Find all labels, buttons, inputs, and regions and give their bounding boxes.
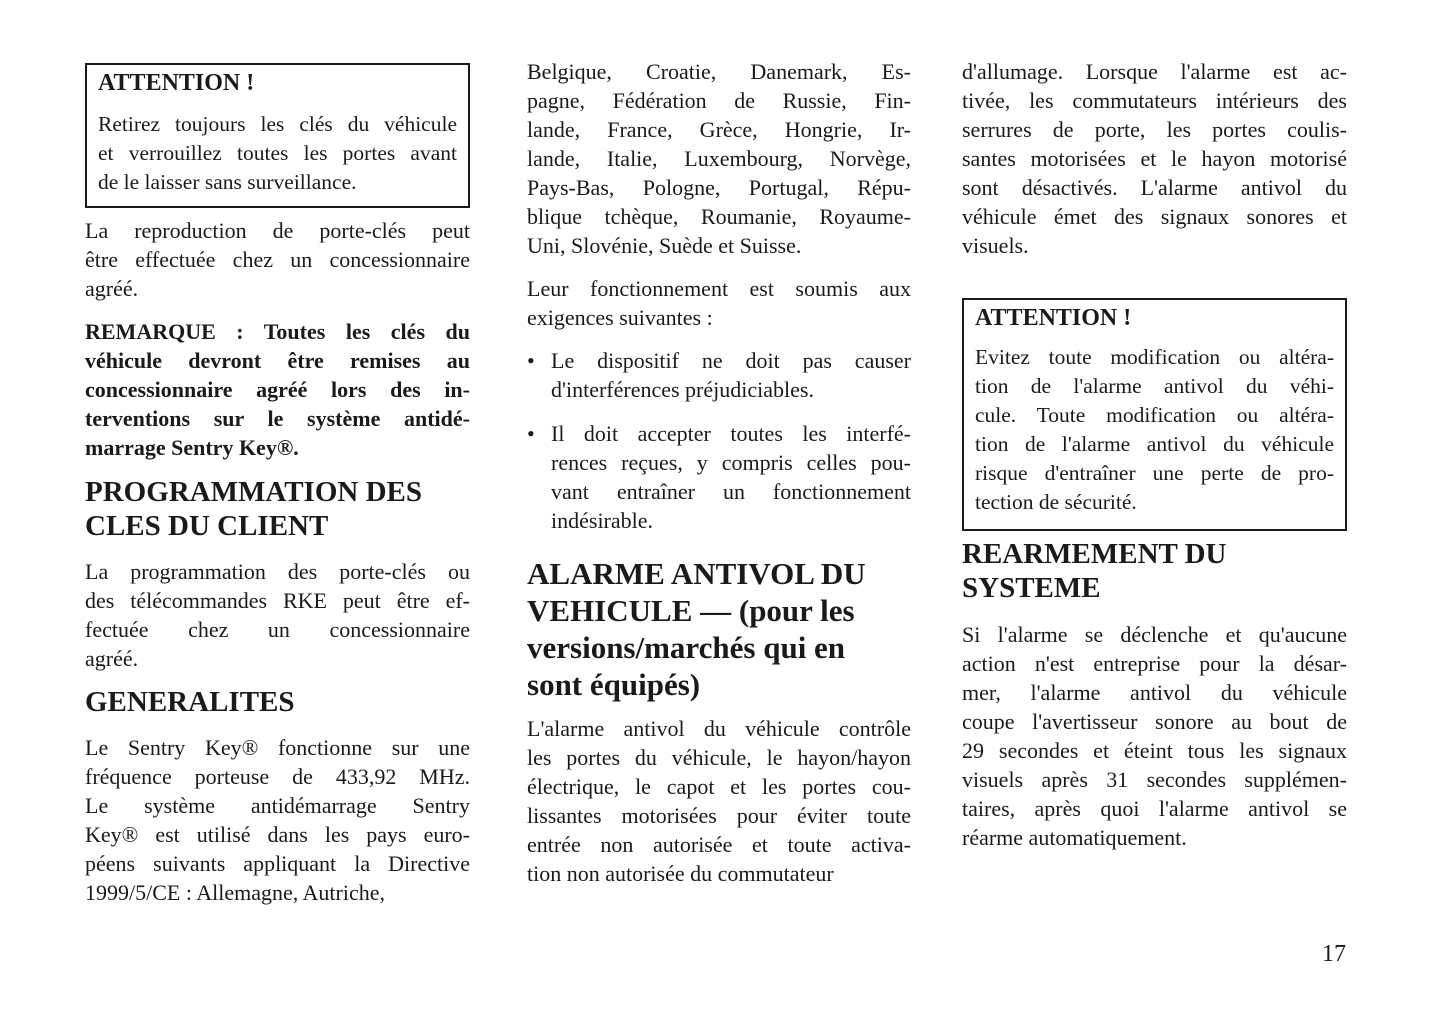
bullet-item [527, 419, 911, 535]
text-line: La programmation des porte-clés ou [85, 559, 470, 584]
text-line: tion non autorisée du commutateur [527, 861, 834, 886]
text-line: Le système antidémarrage Sentry [85, 793, 470, 818]
text-line: marrage Sentry Key®. [85, 435, 299, 460]
paragraph-allumage [962, 57, 1347, 260]
attention-box [962, 298, 1347, 531]
text-line: santes motorisées et le hayon motorisé [962, 146, 1347, 171]
heading-line: VEHICULE — (pour les [527, 593, 855, 628]
text-line: Le dispositif ne doit pas causer [551, 348, 911, 373]
text-line: tivée, les commutateurs intérieurs des [962, 88, 1347, 113]
attention-text [975, 343, 1334, 517]
heading-line: sont équipés) [527, 667, 701, 702]
text-line: être effectuée chez un concessionnaire [85, 247, 470, 272]
text-line: blique tchèque, Roumanie, Royaume- [527, 204, 911, 229]
text-line: d'interférences préjudiciables. [551, 377, 814, 402]
text-line: tion de l'alarme antivol du véhicule [975, 432, 1334, 456]
text-line: électrique, le capot et les portes cou- [527, 774, 911, 799]
text-line: concessionnaire agréé lors des in- [85, 377, 470, 402]
heading-line: CLES DU CLIENT [85, 510, 329, 542]
text-line: et verrouillez toutes les portes avant [98, 141, 457, 165]
text-line: vant entraîner un fonctionnement [551, 479, 911, 504]
heading-rearmement [962, 537, 1227, 605]
text-line: Pays-Bas, Pologne, Portugal, Répu- [527, 175, 911, 200]
text-line: sont désactivés. L'alarme antivol du [962, 175, 1347, 200]
text-line: tion de l'alarme antivol du véhi- [975, 374, 1334, 398]
heading-alarme [527, 555, 911, 703]
bullet-icon: • [527, 421, 535, 446]
text-line: Leur fonctionnement est soumis aux [527, 276, 911, 301]
text-line: taires, après quoi l'alarme antivol se [962, 796, 1347, 821]
attention-title: ATTENTION ! [975, 305, 1132, 331]
text-line: 1999/5/CE : Allemagne, Autriche, [85, 880, 386, 905]
heading-line: PROGRAMMATION DES [85, 476, 422, 508]
heading-line: SYSTEME [962, 572, 1101, 604]
bullet-text [551, 419, 911, 535]
attention-text [98, 110, 457, 197]
bullet-item [527, 346, 911, 404]
text-line: véhicule devront être remises au [85, 348, 470, 373]
text-line: fectuée chez un concessionnaire [85, 617, 470, 642]
bullet-icon: • [527, 348, 535, 373]
text-line: Uni, Slovénie, Suède et Suisse. [527, 233, 802, 258]
heading-line: versions/marchés qui en [527, 630, 846, 665]
heading-line: REARMEMENT DU [962, 538, 1227, 570]
text-line: des télécommandes RKE peut être ef- [85, 588, 470, 613]
heading-line: ALARME ANTIVOL DU [527, 556, 866, 591]
text-line: mer, l'alarme antivol du véhicule [962, 680, 1347, 705]
text-line: action n'est entreprise pour la désar- [962, 651, 1347, 676]
text-line: risque d'entraîner une perte de pro- [975, 461, 1334, 485]
bullet-text [551, 346, 911, 404]
text-line: Key® est utilisé dans les pays euro- [85, 822, 470, 847]
heading-programmation [85, 475, 422, 543]
text-line: agréé. [85, 276, 139, 301]
text-line: La reproduction de porte-clés peut [85, 218, 470, 243]
paragraph-reproduction [85, 216, 470, 303]
text-line: agréé. [85, 646, 139, 671]
text-line: tection de sécurité. [975, 490, 1137, 514]
text-line: pagne, Fédération de Russie, Fin- [527, 88, 911, 113]
text-line: Si l'alarme se déclenche et qu'aucune [962, 622, 1347, 647]
text-line: 29 secondes et éteint tous les signaux [962, 738, 1347, 763]
text-line: péens suivants appliquant la Directive [85, 851, 470, 876]
note-remarque [85, 317, 470, 462]
text-line: coupe l'avertisseur sonore au bout de [962, 709, 1347, 734]
text-line: lissantes motorisées pour éviter toute [527, 803, 911, 828]
text-line: visuels. [962, 233, 1029, 258]
text-line: lande, France, Grèce, Hongrie, Ir- [527, 117, 911, 142]
text-line: Il doit accepter toutes les interfé- [551, 421, 911, 446]
paragraph-generalites [85, 733, 470, 907]
text-line: de le laisser sans surveillance. [98, 170, 357, 194]
text-line: exigences suivantes : [527, 305, 713, 330]
text-line: Le Sentry Key® fonctionne sur une [85, 735, 470, 760]
paragraph-exigences [527, 274, 911, 332]
text-line: Belgique, Croatie, Danemark, Es- [527, 59, 911, 84]
text-line: cule. Toute modification ou altéra- [975, 403, 1334, 427]
text-line: véhicule émet des signaux sonores et [962, 204, 1347, 229]
text-line: lande, Italie, Luxembourg, Norvège, [527, 146, 911, 171]
heading-generalites: GENERALITES [85, 686, 295, 718]
attention-title: ATTENTION ! [98, 70, 255, 96]
text-line: d'allumage. Lorsque l'alarme est ac- [962, 59, 1347, 84]
text-line: REMARQUE : Toutes les clés du [85, 319, 470, 344]
text-line: Retirez toujours les clés du véhicule [98, 112, 457, 136]
paragraph-countries [527, 57, 911, 260]
text-line: rences reçues, y compris celles pou- [551, 450, 911, 475]
text-line: indésirable. [551, 508, 654, 533]
paragraph-alarme [527, 714, 911, 888]
paragraph-rearmement [962, 620, 1347, 852]
text-line: les portes du véhicule, le hayon/hayon [527, 745, 911, 770]
paragraph-programmation [85, 557, 470, 673]
text-line: Evitez toute modification ou altéra- [975, 345, 1334, 369]
text-line: visuels après 31 secondes supplémen- [962, 767, 1347, 792]
text-line: serrures de porte, les portes coulis- [962, 117, 1347, 142]
page-number: 17 [1322, 941, 1346, 967]
text-line: fréquence porteuse de 433,92 MHz. [85, 764, 470, 789]
text-line: entrée non autorisée et toute activa- [527, 832, 911, 857]
text-line: terventions sur le système antidé- [85, 406, 470, 431]
text-line: réarme automatiquement. [962, 825, 1187, 850]
attention-box [85, 63, 470, 208]
text-line: L'alarme antivol du véhicule contrôle [527, 716, 911, 741]
